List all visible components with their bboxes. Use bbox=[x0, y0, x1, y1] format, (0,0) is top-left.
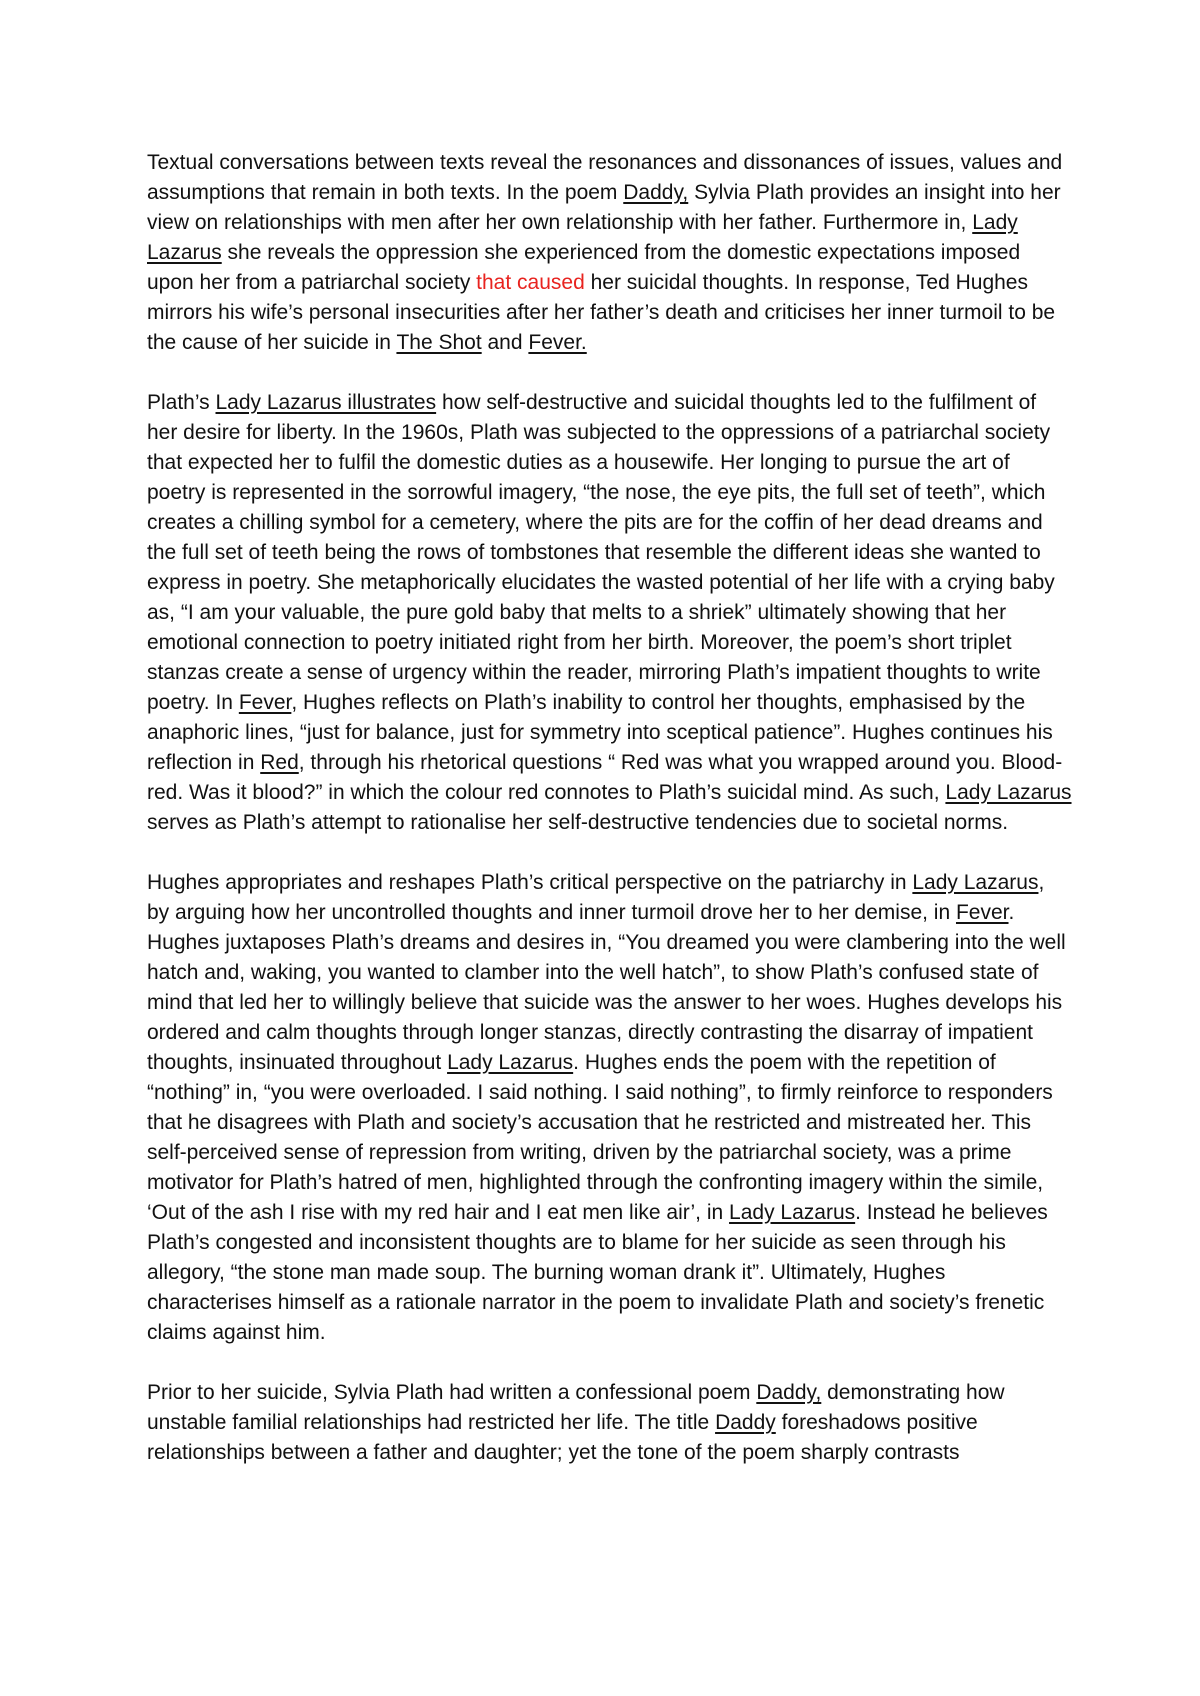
paragraph-text-run: demonstrating how unstable familial relationships had restricted her life. The title bbox=[147, 1381, 1005, 1434]
paragraph-intro bbox=[147, 148, 1072, 358]
essay-body bbox=[147, 148, 1072, 1498]
highlighted-red-text: that caused bbox=[476, 271, 585, 294]
underlined-title-text: Fever. bbox=[528, 331, 587, 354]
paragraph-daddy-analysis bbox=[147, 1378, 1072, 1468]
paragraph-text-run: and bbox=[481, 331, 529, 354]
paragraph-text-run: . Hughes juxtaposes Plath’s dreams and desires in, “You dreamed you were clambering into the well hatch and, waking, you wanted to clamber into the well hatch”, to show Plath’s confused state of mind that led her to willingly believe that suicide was the answer to her woes. Hughes develops his ordered and calm thoughts through longer stanzas, directly contrasting the disarray of impatient thoughts, insinuated throughout bbox=[147, 901, 1066, 1074]
underlined-title-text: Fever bbox=[238, 691, 292, 714]
paragraph-text-run: how self-destructive and suicidal thoughts led to the fulfilment of her desire for liberty. In the 1960s, Plath was subjected to the oppressions of a patriarchal society that expected her to fulfil the domestic duties as a housewife. Her longing to pursue the art of poetry is represented in the sorrowful imagery, “the nose, the eye pits, the full set of teeth”, which creates a chilling symbol for a cemetery, where the pits are for the coffin of her dead dreams and the full set of teeth being the rows of tombstones that resemble the different ideas she wanted to express in poetry. She metaphorically elucidates the wasted potential of her life with a crying baby as, “I am your valuable, the pure gold baby that melts to a shriek” ultimately showing that her emotional connection to poetry initiated right from her birth. Moreover, the poem’s short triplet stanzas create a sense of urgency within the reader, mirroring Plath’s impatient thoughts to write poetry. In bbox=[147, 391, 1055, 714]
paragraph-text-run: . Hughes ends the poem with the repetition of “nothing” in, “you were overloaded. I said nothing. I said nothing”, to firmly reinforce to responders that he disagrees with Plath and society’s accusation that he restricted and mistreated her. This self-perceived sense of repression from writing, driven by the patriarchal society, was a prime motivator for Plath’s hatred of men, highlighted through the confronting imagery within the simile, ‘Out of the ash I rise with my red hair and I eat men like air’, in bbox=[147, 1051, 1053, 1224]
paragraph-text-run: . Instead he believes Plath’s congested and inconsistent thoughts are to blame for her suicide as seen through his allegory, “the stone man made soup. The burning woman drank it”. Ultimately, Hughes characterises himself as a rationale narrator in the poem to invalidate Plath and society’s frenetic claims against him. bbox=[147, 1201, 1048, 1344]
paragraph-text-run: serves as Plath’s attempt to rationalise her self-destructive tendencies due to societal norms. bbox=[147, 811, 1009, 834]
paragraph-text-run: Sylvia Plath provides an insight into her view on relationships with men after her own relationship with her father. Furthermore in, bbox=[147, 181, 1061, 234]
underlined-title-text: Lady Lazarus bbox=[912, 871, 1039, 894]
paragraph-text-run: , through his rhetorical questions “ Red was what you wrapped around you. Blood-red. Was it blood?” in which the colour red connotes to Plath’s suicidal mind. As such, bbox=[147, 751, 1063, 804]
underlined-title-text: Lady Lazarus illustrates bbox=[215, 391, 437, 414]
paragraph-text-run: , Hughes reflects on Plath’s inability to control her thoughts, emphasised by the anaphoric lines, “just for balance, just for symmetry into sceptical patience”. Hughes continues his reflection in bbox=[147, 691, 1053, 774]
underlined-title-text: Daddy bbox=[715, 1411, 776, 1434]
paragraph-text-run: foreshadows positive relationships between a father and daughter; yet the tone of the poem sharply contrasts bbox=[147, 1411, 978, 1464]
paragraph-text-run: Hughes appropriates and reshapes Plath’s critical perspective on the patriarchy in bbox=[147, 871, 913, 894]
paragraph-hughes-fever-analysis bbox=[147, 868, 1072, 1348]
paragraph-lady-lazarus-analysis bbox=[147, 388, 1072, 838]
underlined-title-text: Red bbox=[260, 751, 299, 774]
underlined-title-text: Lady Lazarus bbox=[945, 781, 1072, 804]
underlined-title-text: Lady Lazarus bbox=[447, 1051, 574, 1074]
underlined-title-text: Daddy, bbox=[756, 1381, 822, 1404]
paragraph-text-run: Plath’s bbox=[147, 391, 216, 414]
underlined-title-text: The Shot bbox=[396, 331, 482, 354]
underlined-title-text: Lady Lazarus bbox=[729, 1201, 856, 1224]
underlined-title-text: Daddy, bbox=[623, 181, 689, 204]
paragraph-text-run: her suicidal thoughts. In response, Ted Hughes mirrors his wife’s personal insecurities after her father’s death and criticises her inner turmoil to be the cause of her suicide in bbox=[147, 271, 1056, 354]
paragraph-text-run: she reveals the oppression she experienced from the domestic expectations imposed upon her from a patriarchal society bbox=[147, 241, 1021, 294]
paragraph-text-run: , by arguing how her uncontrolled thoughts and inner turmoil drove her to her demise, in bbox=[147, 871, 1045, 924]
underlined-title-text: Fever bbox=[955, 901, 1009, 924]
underlined-title-text: Lady Lazarus bbox=[147, 211, 1018, 264]
paragraph-text-run: Textual conversations between texts reveal the resonances and dissonances of issues, values and assumptions that remain in both texts. In the poem bbox=[147, 151, 1063, 204]
paragraph-text-run: Prior to her suicide, Sylvia Plath had written a confessional poem bbox=[147, 1381, 757, 1404]
